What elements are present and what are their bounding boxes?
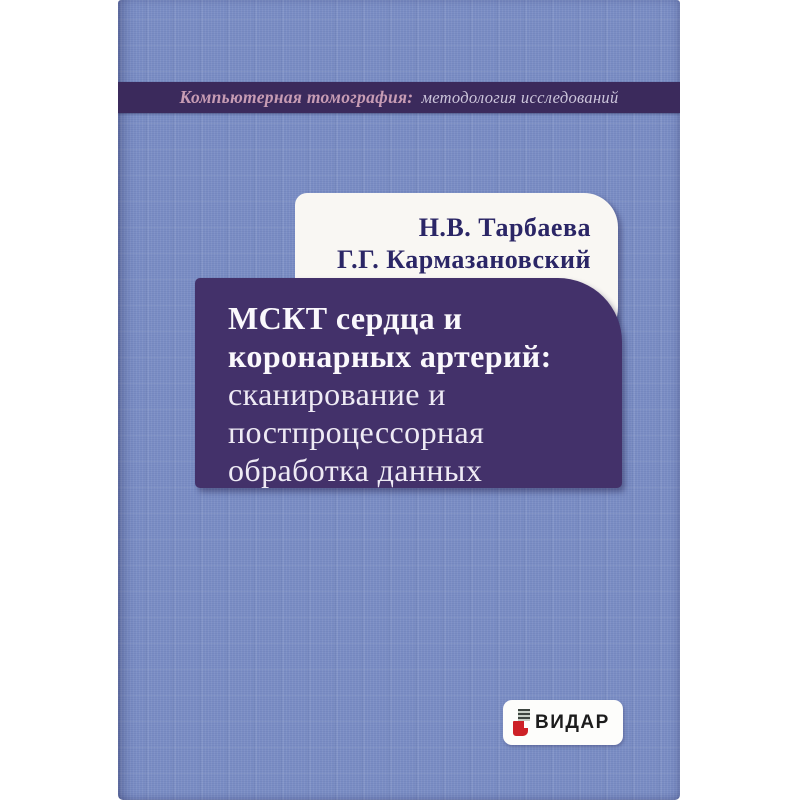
series-subtitle: методология исследований	[421, 87, 619, 107]
series-title: Компьютерная томография:	[179, 87, 414, 107]
book-subtitle-line-2: постпроцессорная	[228, 414, 485, 450]
publisher-badge	[503, 700, 623, 745]
vidar-logo-chip	[524, 721, 531, 728]
title-panel	[195, 278, 622, 488]
book-title-line-2: коронарных артерий:	[228, 338, 552, 374]
author-name-1: Н.В. Тарбаева	[418, 213, 591, 242]
author-name-2: Г.Г. Кармазановский	[337, 245, 591, 274]
vidar-logo-stripes	[518, 709, 530, 721]
book-cover	[118, 0, 680, 800]
vidar-logo-icon	[513, 707, 534, 738]
publisher-name: ВИДАР	[535, 711, 610, 733]
book-title-line-1: МСКТ сердца и	[228, 300, 463, 336]
book-subtitle-line-1: сканирование и	[228, 376, 446, 412]
series-banner	[118, 82, 680, 113]
book-subtitle-line-3: обработка данных	[228, 452, 483, 488]
